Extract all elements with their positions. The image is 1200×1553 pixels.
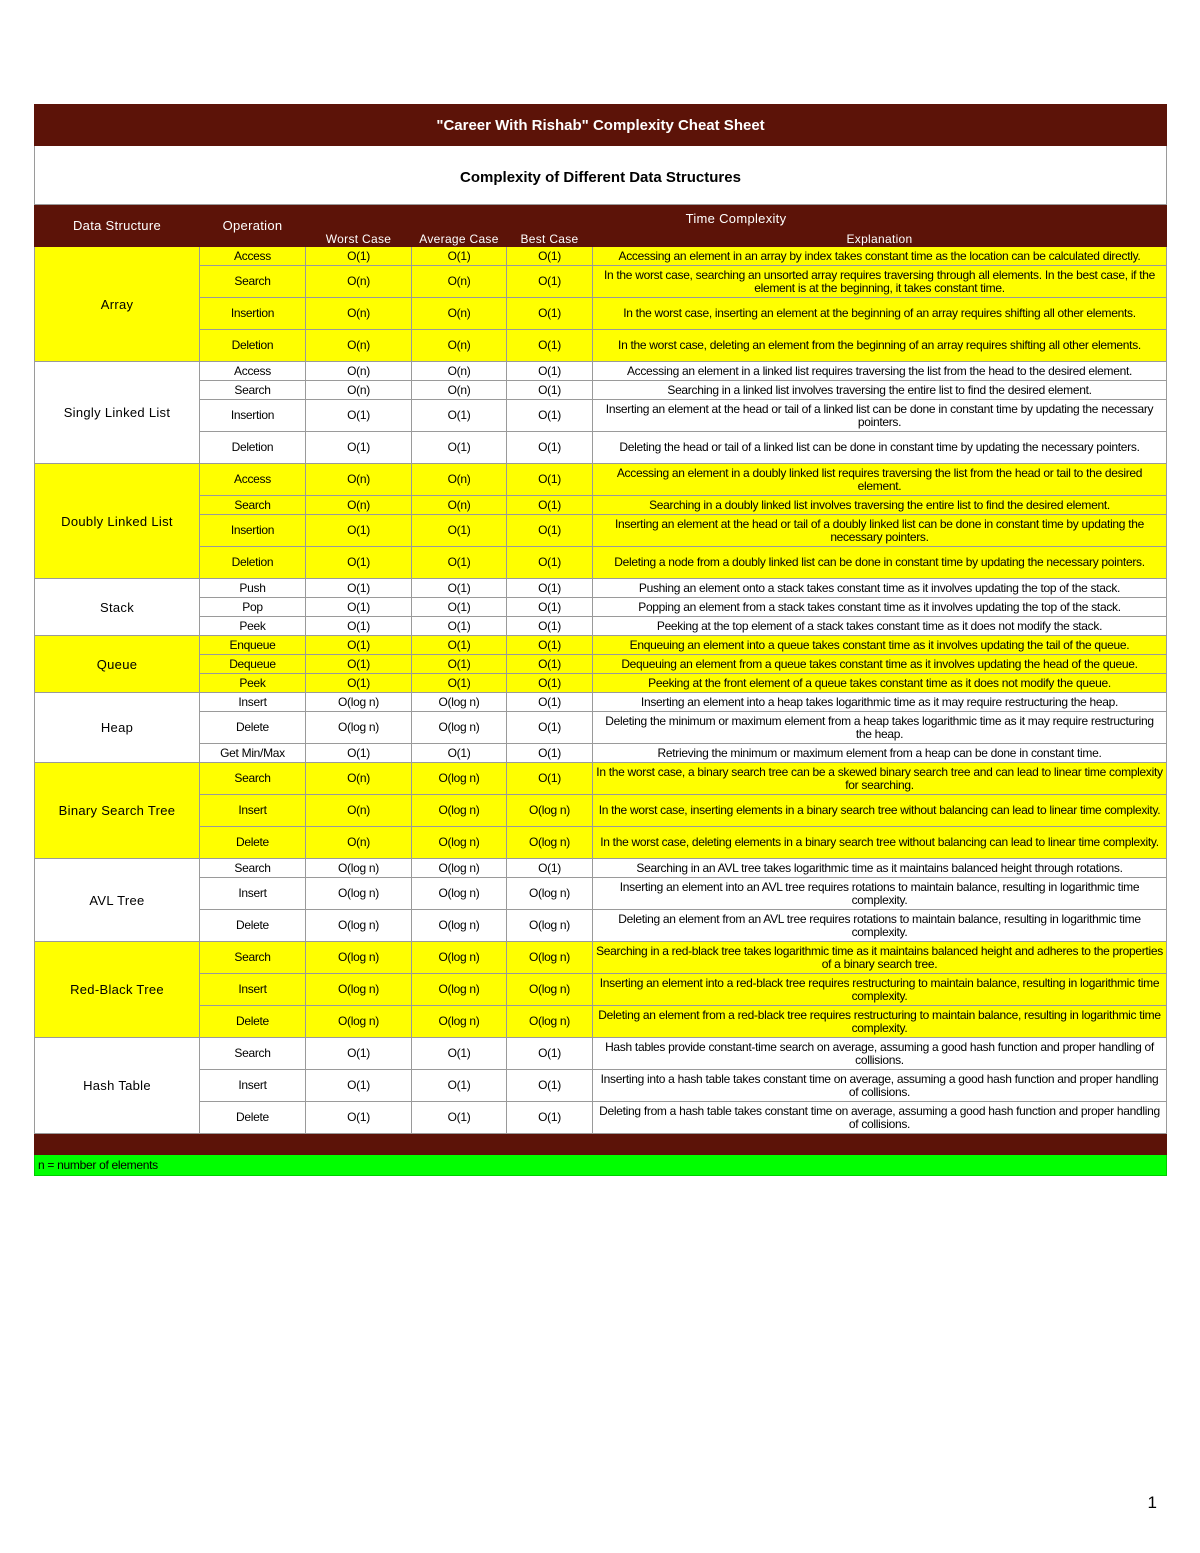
operation-cell: Insert (200, 795, 306, 827)
average-case-cell: O(1) (412, 655, 507, 674)
operation-cell: Enqueue (200, 636, 306, 655)
explanation-cell: Searching in an AVL tree takes logarithmic time as it maintains balanced height through rotations. (593, 859, 1167, 878)
best-case-cell: O(1) (507, 547, 593, 579)
operation-cell: Get Min/Max (200, 744, 306, 763)
average-case-cell: O(n) (412, 381, 507, 400)
explanation-cell: Inserting into a hash table takes constant time on average, assuming a good hash function and proper handling of collisions. (593, 1070, 1167, 1102)
table-row (35, 547, 1167, 579)
average-case-cell: O(log n) (412, 910, 507, 942)
worst-case-cell: O(1) (306, 617, 412, 636)
best-case-cell: O(log n) (507, 827, 593, 859)
worst-case-cell: O(1) (306, 1038, 412, 1070)
table-row (35, 1070, 1167, 1102)
average-case-cell: O(log n) (412, 795, 507, 827)
explanation-cell: In the worst case, inserting an element at the beginning of an array requires shifting all other elements. (593, 298, 1167, 330)
best-case-cell: O(1) (507, 247, 593, 266)
header-best-case: Best Case (507, 232, 593, 247)
table-row (35, 266, 1167, 298)
operation-cell: Access (200, 464, 306, 496)
worst-case-cell: O(n) (306, 266, 412, 298)
average-case-cell: O(log n) (412, 878, 507, 910)
operation-cell: Insert (200, 693, 306, 712)
data-structure-name: Hash Table (35, 1038, 200, 1134)
average-case-cell: O(1) (412, 636, 507, 655)
table-row (35, 1006, 1167, 1038)
explanation-cell: Deleting from a hash table takes constant time on average, assuming a good hash function and proper handling of collisions. (593, 1102, 1167, 1134)
best-case-cell: O(1) (507, 515, 593, 547)
worst-case-cell: O(1) (306, 579, 412, 598)
operation-cell: Search (200, 1038, 306, 1070)
best-case-cell: O(1) (507, 432, 593, 464)
header-time-complexity: Time Complexity (306, 205, 1167, 232)
average-case-cell: O(1) (412, 744, 507, 763)
best-case-cell: O(1) (507, 655, 593, 674)
average-case-cell: O(1) (412, 547, 507, 579)
average-case-cell: O(log n) (412, 859, 507, 878)
explanation-cell: Accessing an element in an array by index takes constant time as the location can be calculated directly. (593, 247, 1167, 266)
worst-case-cell: O(1) (306, 1070, 412, 1102)
table-row (35, 247, 1167, 266)
operation-cell: Search (200, 763, 306, 795)
best-case-cell: O(1) (507, 744, 593, 763)
worst-case-cell: O(1) (306, 744, 412, 763)
explanation-cell: Deleting an element from a red-black tree requires restructuring to maintain balance, resulting in logarithmic time complexity. (593, 1006, 1167, 1038)
worst-case-cell: O(log n) (306, 693, 412, 712)
table-row (35, 464, 1167, 496)
explanation-cell: Inserting an element at the head or tail of a doubly linked list can be done in constant time by updating the necessary pointers. (593, 515, 1167, 547)
worst-case-cell: O(n) (306, 362, 412, 381)
operation-cell: Search (200, 266, 306, 298)
average-case-cell: O(n) (412, 266, 507, 298)
operation-cell: Delete (200, 712, 306, 744)
operation-cell: Search (200, 942, 306, 974)
worst-case-cell: O(1) (306, 515, 412, 547)
best-case-cell: O(1) (507, 674, 593, 693)
worst-case-cell: O(n) (306, 381, 412, 400)
complexity-table (34, 104, 1167, 1176)
average-case-cell: O(n) (412, 464, 507, 496)
data-structure-name: Queue (35, 636, 200, 693)
data-structure-name: Stack (35, 579, 200, 636)
average-case-cell: O(n) (412, 362, 507, 381)
best-case-cell: O(1) (507, 266, 593, 298)
operation-cell: Access (200, 362, 306, 381)
data-structure-name: Heap (35, 693, 200, 763)
worst-case-cell: O(n) (306, 496, 412, 515)
data-structure-name: AVL Tree (35, 859, 200, 942)
best-case-cell: O(1) (507, 617, 593, 636)
footnote: n = number of elements (35, 1155, 1167, 1176)
worst-case-cell: O(1) (306, 400, 412, 432)
worst-case-cell: O(log n) (306, 974, 412, 1006)
table-row (35, 859, 1167, 878)
data-structure-name: Array (35, 247, 200, 362)
table-row (35, 617, 1167, 636)
operation-cell: Delete (200, 1102, 306, 1134)
table-row (35, 763, 1167, 795)
best-case-cell: O(1) (507, 1070, 593, 1102)
best-case-cell: O(1) (507, 763, 593, 795)
best-case-cell: O(log n) (507, 1006, 593, 1038)
table-row (35, 827, 1167, 859)
best-case-cell: O(1) (507, 636, 593, 655)
table-row (35, 579, 1167, 598)
table-row (35, 330, 1167, 362)
worst-case-cell: O(1) (306, 636, 412, 655)
footer-bar (35, 1134, 1167, 1155)
average-case-cell: O(log n) (412, 1006, 507, 1038)
header-explanation: Explanation (593, 232, 1167, 247)
table-row (35, 878, 1167, 910)
explanation-cell: In the worst case, searching an unsorted array requires traversing through all elements. In the best case, if the element is at the beginning, it takes constant time. (593, 266, 1167, 298)
explanation-cell: Deleting an element from an AVL tree requires rotations to maintain balance, resulting in logarithmic time complexity. (593, 910, 1167, 942)
table-row (35, 298, 1167, 330)
header-average-case: Average Case (412, 232, 507, 247)
operation-cell: Delete (200, 1006, 306, 1038)
worst-case-cell: O(n) (306, 795, 412, 827)
best-case-cell: O(1) (507, 598, 593, 617)
worst-case-cell: O(n) (306, 298, 412, 330)
table-row (35, 693, 1167, 712)
table-row (35, 362, 1167, 381)
explanation-cell: Inserting an element into a red-black tree requires restructuring to maintain balance, resulting in logarithmic time complexity. (593, 974, 1167, 1006)
operation-cell: Insert (200, 974, 306, 1006)
table-row (35, 636, 1167, 655)
explanation-cell: Peeking at the front element of a queue takes constant time as it does not modify the queue. (593, 674, 1167, 693)
table-row (35, 1038, 1167, 1070)
best-case-cell: O(log n) (507, 942, 593, 974)
operation-cell: Push (200, 579, 306, 598)
average-case-cell: O(n) (412, 298, 507, 330)
header-operation: Operation (200, 205, 306, 247)
explanation-cell: Inserting an element into a heap takes logarithmic time as it may require restructuring the heap. (593, 693, 1167, 712)
worst-case-cell: O(1) (306, 674, 412, 693)
average-case-cell: O(1) (412, 674, 507, 693)
best-case-cell: O(log n) (507, 878, 593, 910)
table-row (35, 744, 1167, 763)
best-case-cell: O(1) (507, 859, 593, 878)
table-row (35, 655, 1167, 674)
worst-case-cell: O(n) (306, 827, 412, 859)
table-row (35, 1102, 1167, 1134)
explanation-cell: Searching in a red-black tree takes logarithmic time as it maintains balanced height and adheres to the properties of a binary search tree. (593, 942, 1167, 974)
table-row (35, 381, 1167, 400)
best-case-cell: O(1) (507, 298, 593, 330)
average-case-cell: O(n) (412, 496, 507, 515)
explanation-cell: In the worst case, deleting elements in a binary search tree without balancing can lead to linear time complexity. (593, 827, 1167, 859)
worst-case-cell: O(1) (306, 547, 412, 579)
best-case-cell: O(log n) (507, 795, 593, 827)
table-row (35, 795, 1167, 827)
operation-cell: Delete (200, 910, 306, 942)
operation-cell: Insert (200, 1070, 306, 1102)
explanation-cell: Searching in a linked list involves traversing the entire list to find the desired element. (593, 381, 1167, 400)
worst-case-cell: O(log n) (306, 910, 412, 942)
average-case-cell: O(log n) (412, 827, 507, 859)
operation-cell: Dequeue (200, 655, 306, 674)
average-case-cell: O(1) (412, 579, 507, 598)
best-case-cell: O(1) (507, 381, 593, 400)
explanation-cell: Accessing an element in a doubly linked list requires traversing the list from the head or tail to the desired element. (593, 464, 1167, 496)
table-row (35, 496, 1167, 515)
operation-cell: Search (200, 859, 306, 878)
table-row (35, 400, 1167, 432)
explanation-cell: Inserting an element at the head or tail of a linked list can be done in constant time by updating the necessary pointers. (593, 400, 1167, 432)
explanation-cell: Hash tables provide constant-time search on average, assuming a good hash function and proper handling of collisions. (593, 1038, 1167, 1070)
average-case-cell: O(1) (412, 1038, 507, 1070)
explanation-cell: In the worst case, a binary search tree can be a skewed binary search tree and can lead to linear time complexity for searching. (593, 763, 1167, 795)
sheet-title: "Career With Rishab" Complexity Cheat Sheet (35, 105, 1167, 146)
explanation-cell: Peeking at the top element of a stack takes constant time as it does not modify the stack. (593, 617, 1167, 636)
worst-case-cell: O(log n) (306, 878, 412, 910)
explanation-cell: Dequeuing an element from a queue takes constant time as it involves updating the head of the queue. (593, 655, 1167, 674)
explanation-cell: Searching in a doubly linked list involves traversing the entire list to find the desired element. (593, 496, 1167, 515)
average-case-cell: O(log n) (412, 942, 507, 974)
average-case-cell: O(1) (412, 1102, 507, 1134)
page-number: 1 (1147, 1493, 1157, 1512)
worst-case-cell: O(1) (306, 432, 412, 464)
explanation-cell: Enqueuing an element into a queue takes constant time as it involves updating the tail of the queue. (593, 636, 1167, 655)
average-case-cell: O(log n) (412, 974, 507, 1006)
average-case-cell: O(1) (412, 247, 507, 266)
worst-case-cell: O(log n) (306, 859, 412, 878)
best-case-cell: O(1) (507, 1102, 593, 1134)
table-row (35, 432, 1167, 464)
average-case-cell: O(1) (412, 432, 507, 464)
table-row (35, 515, 1167, 547)
operation-cell: Access (200, 247, 306, 266)
operation-cell: Peek (200, 617, 306, 636)
explanation-cell: In the worst case, deleting an element from the beginning of an array requires shifting all other elements. (593, 330, 1167, 362)
table-row (35, 674, 1167, 693)
explanation-cell: Deleting the head or tail of a linked list can be done in constant time by updating the necessary pointers. (593, 432, 1167, 464)
explanation-cell: Inserting an element into an AVL tree requires rotations to maintain balance, resulting in logarithmic time complexity. (593, 878, 1167, 910)
operation-cell: Delete (200, 827, 306, 859)
worst-case-cell: O(log n) (306, 712, 412, 744)
explanation-cell: Deleting a node from a doubly linked list can be done in constant time by updating the necessary pointers. (593, 547, 1167, 579)
worst-case-cell: O(1) (306, 598, 412, 617)
average-case-cell: O(1) (412, 617, 507, 636)
best-case-cell: O(log n) (507, 910, 593, 942)
explanation-cell: Deleting the minimum or maximum element from a heap takes logarithmic time as it may require restructuring the heap. (593, 712, 1167, 744)
operation-cell: Peek (200, 674, 306, 693)
best-case-cell: O(1) (507, 712, 593, 744)
best-case-cell: O(1) (507, 496, 593, 515)
best-case-cell: O(1) (507, 330, 593, 362)
explanation-cell: Pushing an element onto a stack takes constant time as it involves updating the top of the stack. (593, 579, 1167, 598)
average-case-cell: O(1) (412, 598, 507, 617)
best-case-cell: O(1) (507, 464, 593, 496)
operation-cell: Insert (200, 878, 306, 910)
best-case-cell: O(log n) (507, 974, 593, 1006)
worst-case-cell: O(n) (306, 330, 412, 362)
average-case-cell: O(n) (412, 330, 507, 362)
explanation-cell: Accessing an element in a linked list requires traversing the list from the head to the desired element. (593, 362, 1167, 381)
operation-cell: Pop (200, 598, 306, 617)
average-case-cell: O(1) (412, 1070, 507, 1102)
table-row (35, 712, 1167, 744)
best-case-cell: O(1) (507, 579, 593, 598)
best-case-cell: O(1) (507, 693, 593, 712)
data-structure-name: Binary Search Tree (35, 763, 200, 859)
operation-cell: Deletion (200, 547, 306, 579)
data-structure-name: Doubly Linked List (35, 464, 200, 579)
operation-cell: Deletion (200, 432, 306, 464)
worst-case-cell: O(n) (306, 763, 412, 795)
operation-cell: Insertion (200, 400, 306, 432)
table-row (35, 910, 1167, 942)
worst-case-cell: O(log n) (306, 1006, 412, 1038)
average-case-cell: O(1) (412, 400, 507, 432)
worst-case-cell: O(1) (306, 247, 412, 266)
operation-cell: Search (200, 381, 306, 400)
header-worst-case: Worst Case (306, 232, 412, 247)
best-case-cell: O(1) (507, 1038, 593, 1070)
worst-case-cell: O(1) (306, 655, 412, 674)
table-row (35, 974, 1167, 1006)
operation-cell: Insertion (200, 298, 306, 330)
explanation-cell: Retrieving the minimum or maximum element from a heap can be done in constant time. (593, 744, 1167, 763)
operation-cell: Deletion (200, 330, 306, 362)
header-data-structure: Data Structure (35, 205, 200, 247)
average-case-cell: O(log n) (412, 763, 507, 795)
best-case-cell: O(1) (507, 362, 593, 381)
average-case-cell: O(log n) (412, 712, 507, 744)
worst-case-cell: O(log n) (306, 942, 412, 974)
operation-cell: Search (200, 496, 306, 515)
average-case-cell: O(log n) (412, 693, 507, 712)
data-structure-name: Singly Linked List (35, 362, 200, 464)
explanation-cell: Popping an element from a stack takes constant time as it involves updating the top of the stack. (593, 598, 1167, 617)
table-row (35, 942, 1167, 974)
explanation-cell: In the worst case, inserting elements in a binary search tree without balancing can lead to linear time complexity. (593, 795, 1167, 827)
worst-case-cell: O(n) (306, 464, 412, 496)
sheet-subtitle: Complexity of Different Data Structures (35, 146, 1167, 205)
data-structure-name: Red-Black Tree (35, 942, 200, 1038)
worst-case-cell: O(1) (306, 1102, 412, 1134)
table-row (35, 598, 1167, 617)
operation-cell: Insertion (200, 515, 306, 547)
best-case-cell: O(1) (507, 400, 593, 432)
average-case-cell: O(1) (412, 515, 507, 547)
